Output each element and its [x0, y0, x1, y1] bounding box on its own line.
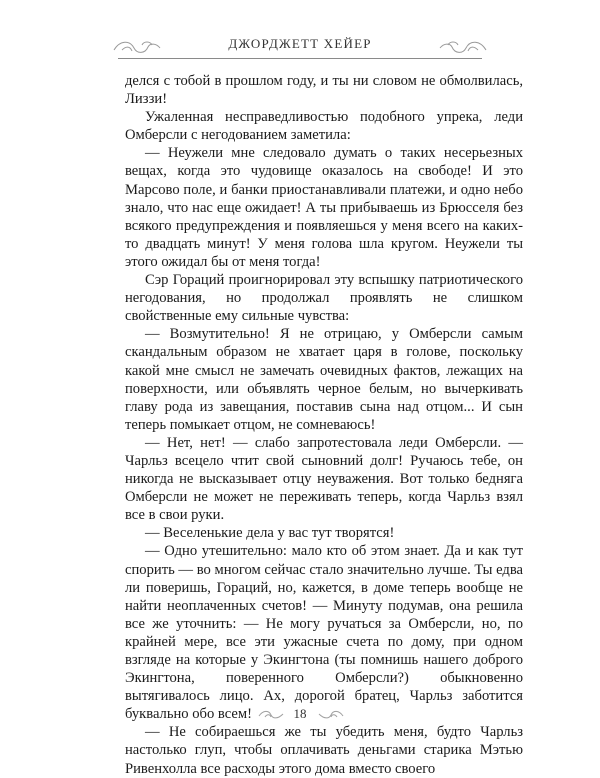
- paragraph: — Возмутительно! Я не отрицаю, у Омберсли самым скандальным образом не хватает царя в голове, поскольку какой мне смысл не замечать очевидных фактов, лежащих на поверхности, или объявлять черное белым, но вычеркивать главу рода из завещания, поставив сына над отцом... И сын теперь помыкает отцом, не сомневаюсь!: [125, 326, 523, 433]
- paragraph: Ужаленная несправедливостью подобного упрека, леди Омберсли с негодованием заметила:: [125, 109, 523, 144]
- paragraph: — Веселенькие дела у вас тут творятся!: [145, 525, 395, 542]
- paragraph: делся с тобой в прошлом году, и ты ни словом не обмолвилась, Лиззи!: [125, 73, 523, 108]
- book-author-title: ДЖОРДЖЕТТ ХЕЙЕР: [228, 36, 372, 51]
- flourish-icon: [438, 38, 488, 56]
- paragraph: Сэр Гораций проигнорировал эту вспышку патриотического негодования, но продолжал проявлять не слишком свойственные ему сильные чувства:: [125, 272, 523, 325]
- header-divider: [118, 58, 482, 59]
- flourish-icon: [318, 709, 344, 721]
- paragraph: — Нет, нет! — слабо запротестовала леди Омберсли. — Чарльз всецело чтит свой сыновний долг! Ручаюсь тебе, он никогда не высказывает отцу неуважения. Вот только бедняга Омберсли не может не переживать теперь, когда Чарльз взял все в свои руки.: [125, 434, 523, 524]
- page-footer: [0, 706, 600, 730]
- page-number: 18: [293, 706, 307, 721]
- body-text: [125, 72, 523, 778]
- paragraph: — Неужели мне следовало думать о таких несерьезных вещах, когда это чудовище оказалось на свободе! И это Марсово поле, и банки приостанавливали платежи, и одно небо знало, что нас еще ожидает! А ты прибываешь из Брюсселя без всякого предупреждения и появляешься у меня всего на каких-то двадцать минут! У меня голова шла кругом. Неужели ты этого ожидал бы от меня тогда!: [125, 145, 523, 270]
- footer-ornament-right: [318, 708, 344, 726]
- paragraph: — Не собираешься же ты убедить меня, будто Чарльз настолько глуп, чтобы оплачивать деньгами старика Мэтью Ривенхолла все расходы этого дома вместо своего: [125, 724, 523, 777]
- running-header: [0, 36, 600, 66]
- paragraph: — Одно утешительно: мало кто об этом знает. Да и как тут спорить — во многом сейчас стало значительно лучше. Ты едва ли поверишь, Гораций, но, кажется, в доме теперь вообще не найти неоплаченных счетов! — Минуту подумав, она решила все же уточнить: — Не могу ручаться за Омберсли, но, по крайней мере, все эти ужасные счета по дому, при одном взгляде на которые у Экингтона (ты помнишь нашего доброго Экингтона, поверенного Омберсли?) обыкновенно вытягивалось лицо. Ах, дорогой братец, Чарльз заботится буквально обо всем!: [125, 543, 523, 723]
